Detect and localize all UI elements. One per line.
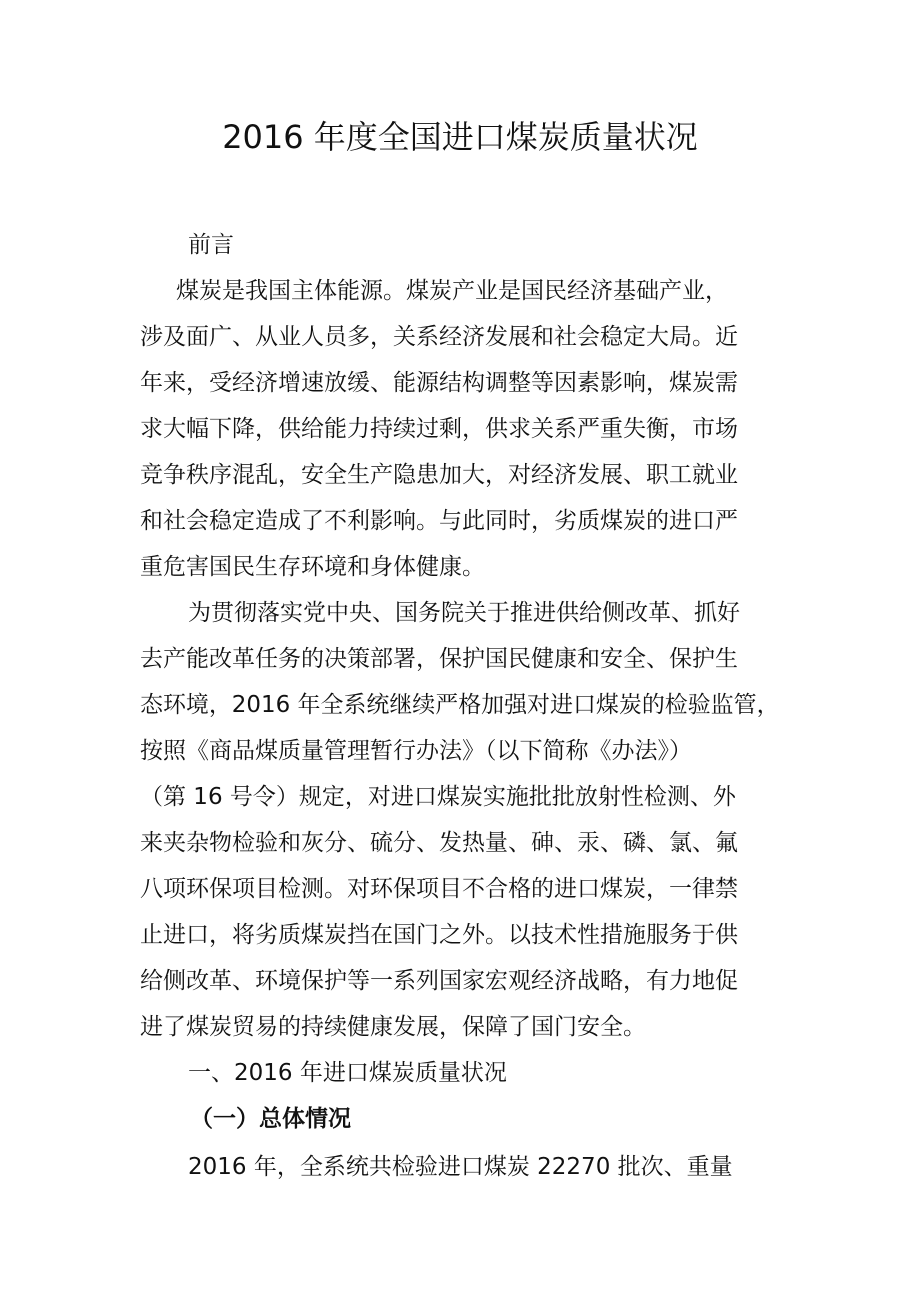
preface-heading: 前言 xyxy=(188,232,234,258)
para2-line-2: 去产能改革任务的决策部署，保护国民健康和安全、保护生 xyxy=(140,646,738,672)
para2-line-4: 按照《商品煤质量管理暂行办法》（以下简称《办法》） xyxy=(140,738,692,764)
para1-line-3: 年来，受经济增速放缓、能源结构调整等因素影响，煤炭需 xyxy=(140,370,738,396)
document-title: 2016 年度全国进口煤炭质量状况 xyxy=(222,118,698,156)
para1-line-2: 涉及面广、从业人员多，关系经济发展和社会稳定大局。近 xyxy=(140,324,738,350)
subsection-heading-1: （一）总体情况 xyxy=(190,1106,351,1132)
para1-line-5: 竞争秩序混乱，安全生产隐患加大，对经济发展、职工就业 xyxy=(140,462,738,488)
para2-line-9: 给侧改革、环境保护等一系列国家宏观经济战略，有力地促 xyxy=(140,968,738,994)
para1-line-6: 和社会稳定造成了不利影响。与此同时，劣质煤炭的进口严 xyxy=(140,508,738,534)
para2-line-8: 止进口，将劣质煤炭挡在国门之外。以技术性措施服务于供 xyxy=(140,922,738,948)
para1-line-4: 求大幅下降，供给能力持续过剩，供求关系严重失衡，市场 xyxy=(140,416,738,442)
para2-line-7: 八项环保项目检测。对环保项目不合格的进口煤炭，一律禁 xyxy=(140,876,738,902)
para2-line-1: 为贯彻落实党中央、国务院关于推进供给侧改革、抓好 xyxy=(188,600,740,626)
para2-line-3: 态环境，2016 年全系统继续严格加强对进口煤炭的检验监管， xyxy=(140,692,780,718)
section-heading-1: 一、2016 年进口煤炭质量状况 xyxy=(188,1060,507,1086)
para2-line-10: 进了煤炭贸易的持续健康发展，保障了国门安全。 xyxy=(140,1014,646,1040)
para2-line-6: 来夹杂物检验和灰分、硫分、发热量、砷、汞、磷、氯、氟 xyxy=(140,830,738,856)
para1-line-7: 重危害国民生存环境和身体健康。 xyxy=(140,554,485,580)
para2-line-5: （第 16 号令）规定，对进口煤炭实施批批放射性检测、外 xyxy=(140,784,736,810)
para1-line-1: 煤炭是我国主体能源。煤炭产业是国民经济基础产业， xyxy=(176,278,728,304)
para3-line-1: 2016 年，全系统共检验进口煤炭 22270 批次、重量 xyxy=(188,1154,733,1180)
